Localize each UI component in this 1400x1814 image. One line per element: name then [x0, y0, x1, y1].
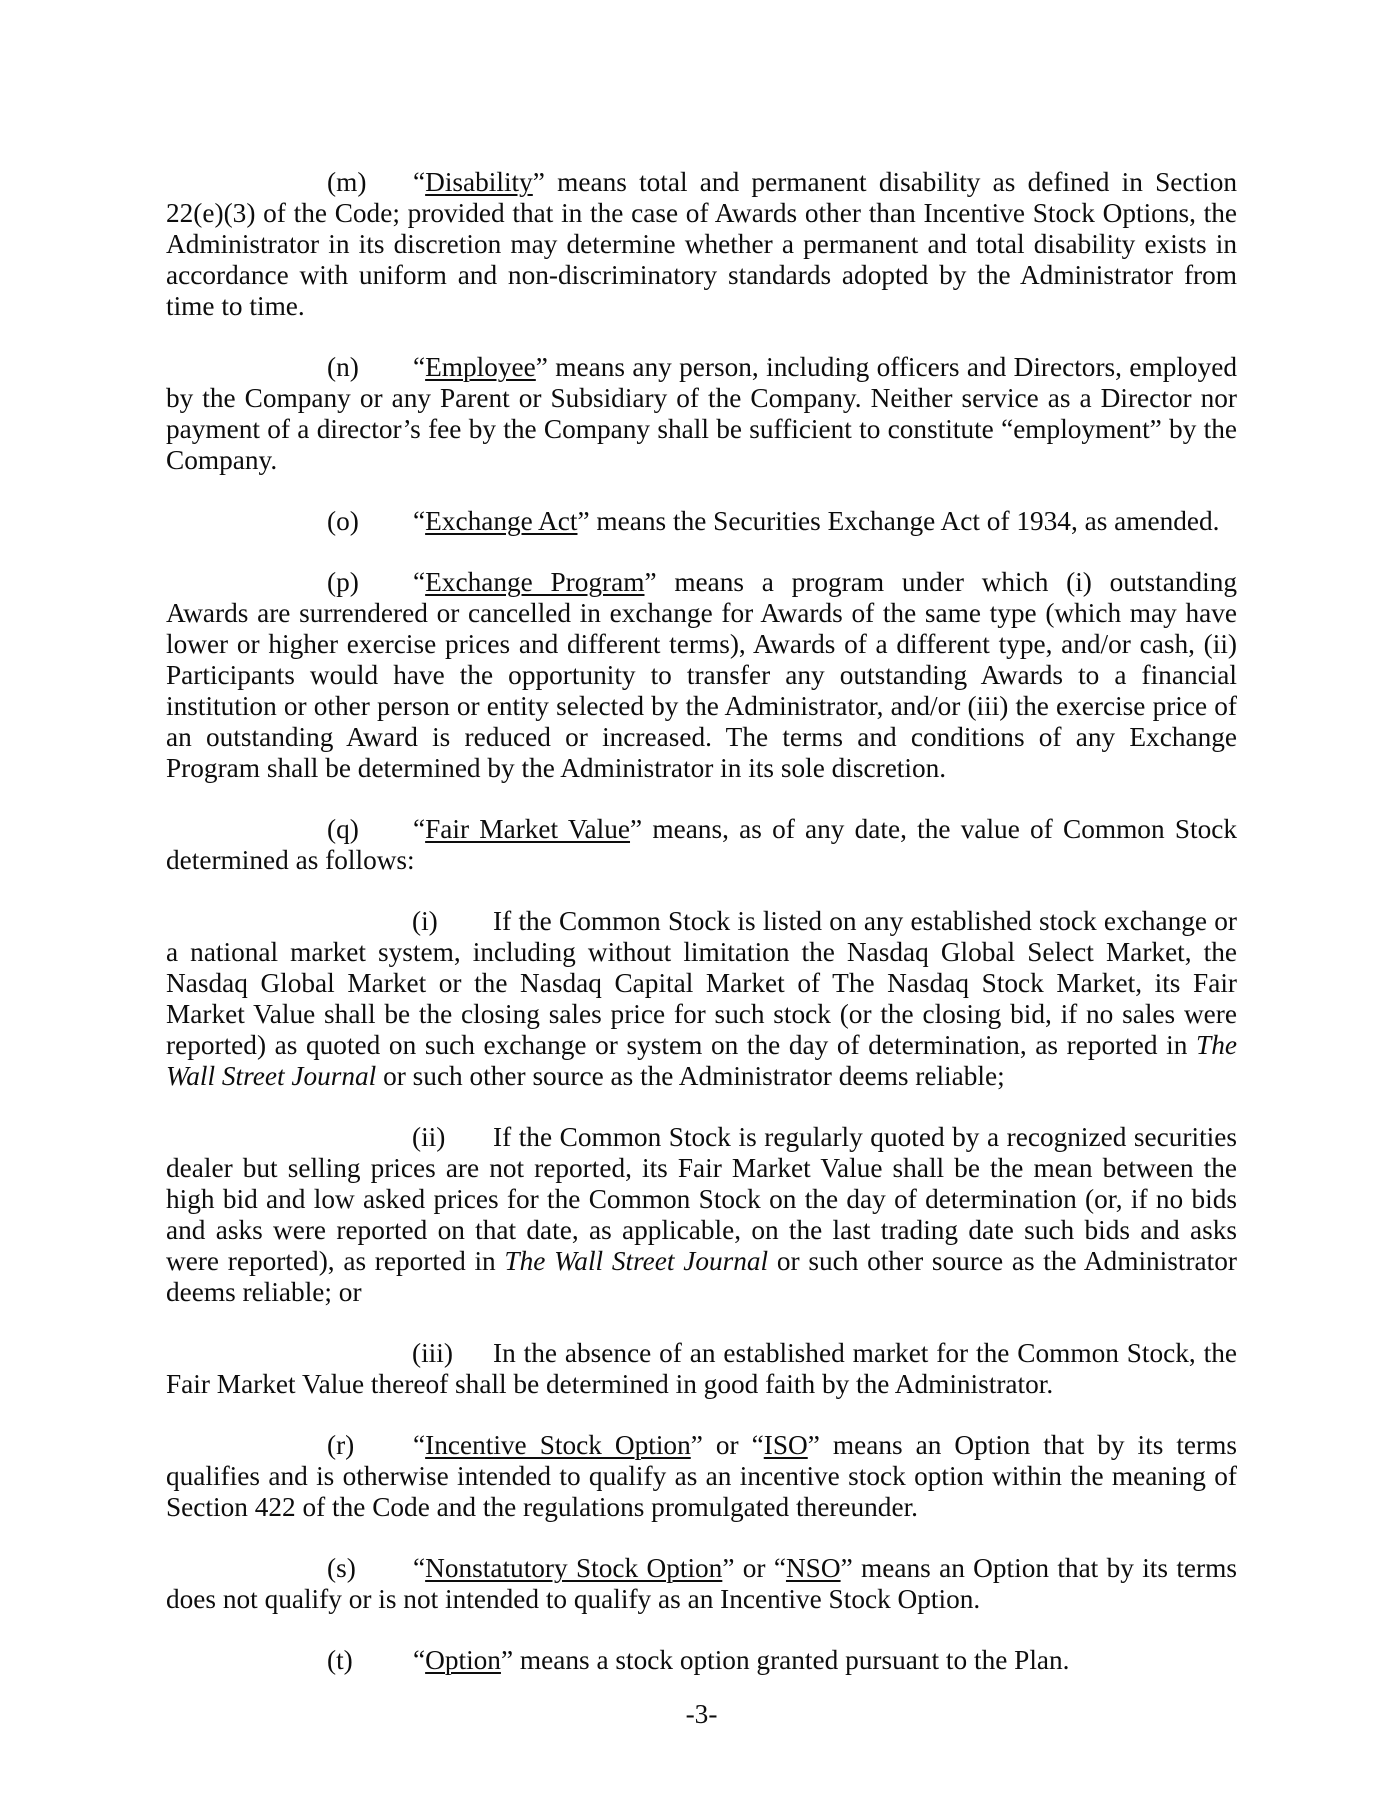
defined-term: Nonstatutory Stock Option [425, 1553, 723, 1583]
text-run: ” means an Option that by its terms does not qualify or is not intended to qualify as an Incentive Stock Option. [166, 1553, 1237, 1614]
text-run: ” means a program under which (i) outstanding Awards are surrendered or cancelled in exchange for Awards of the same type (which may have lower or higher exercise prices and different terms), Awards of a different type, and/or cash, (ii) Participants would have the opportunity to transfer any outstanding Awards to a financial institution or other person or entity selected by the Administrator, and/or (iii) the exercise price of an outstanding Award is reduced or increased. The terms and conditions of any Exchange Program shall be determined by the Administrator in its sole discretion. [166, 567, 1238, 783]
page-number: -3- [685, 1699, 718, 1729]
text-run: ” or “ [722, 1553, 786, 1583]
paragraph-n [166, 352, 1237, 476]
defined-term: Exchange Program [425, 567, 645, 597]
text-run: ” means an Option that by its terms qualifies and is otherwise intended to qualify as an incentive stock option within the meaning of Section 422 of the Code and the regulations promulgated thereunder. [166, 1430, 1237, 1522]
paragraph-label: (r) [327, 1430, 355, 1460]
text-run: “ [413, 506, 426, 536]
subparagraph-iii [166, 1338, 1237, 1400]
paragraph-label: (n) [327, 352, 359, 382]
paragraph-label: (t) [327, 1645, 353, 1675]
text-run: “ [413, 352, 426, 382]
paragraph-m [166, 167, 1237, 322]
paragraph-label: (p) [327, 567, 359, 597]
text-run: or such other source as the Administrator deems reliable; [376, 1061, 1005, 1091]
paragraph-r [166, 1430, 1237, 1523]
paragraph-label: (iii) [412, 1338, 453, 1368]
text-run: “ [413, 167, 426, 197]
paragraph-q [166, 814, 1237, 876]
defined-term: ISO [763, 1430, 808, 1460]
defined-term: Incentive Stock Option [425, 1430, 691, 1460]
paragraph-o [166, 506, 1237, 537]
publication-name: The Wall Street Journal [166, 1030, 1237, 1091]
text-run: If the Common Stock is listed on any established stock exchange or a national market system, including without limitation the Nasdaq Global Select Market, the Nasdaq Global Market or the Nasdaq Capital Market of The Nasdaq Stock Market, its Fair Market Value shall be the closing sales price for such stock (or the closing bid, if no sales were reported) as quoted on such exchange or system on the day of determination, as reported in [166, 906, 1237, 1060]
text-run: ” or “ [690, 1430, 764, 1460]
text-run: ” means the Securities Exchange Act of 1934, as amended. [577, 506, 1220, 536]
text-run: ” means total and permanent disability as defined in Section 22(e)(3) of the Code; provided that in the case of Awards other than Incentive Stock Options, the Administrator in its discretion may determine whether a permanent and total disability exists in accordance with uniform and non-discriminatory standards adopted by the Administrator from time to time. [166, 167, 1237, 321]
defined-term: Option [425, 1645, 501, 1675]
paragraph-t [166, 1645, 1237, 1676]
text-run: or such other source as the Administrator deems reliable; or [166, 1246, 1237, 1307]
paragraph-label: (s) [327, 1553, 356, 1583]
paragraph-p [166, 567, 1237, 784]
document-body [166, 167, 1237, 1706]
subparagraph-ii [166, 1122, 1237, 1308]
publication-name: The Wall Street Journal [504, 1246, 769, 1276]
paragraph-label: (q) [327, 814, 359, 844]
text-run: “ [413, 1645, 426, 1675]
paragraph-label: (ii) [412, 1122, 446, 1152]
defined-term: Disability [425, 167, 533, 197]
text-run: ” means a stock option granted pursuant to the Plan. [500, 1645, 1070, 1675]
defined-term: Exchange Act [425, 506, 578, 536]
subparagraph-i [166, 906, 1237, 1092]
paragraph-label: (m) [327, 167, 367, 197]
text-run: In the absence of an established market for the Common Stock, the Fair Market Value thereof shall be determined in good faith by the Administrator. [166, 1338, 1237, 1399]
text-run: ” means any person, including officers and Directors, employed by the Company or any Parent or Subsidiary of the Company. Neither service as a Director nor payment of a director’s fee by the Company shall be sufficient to constitute “employment” by the Company. [166, 352, 1237, 475]
text-run: “ [413, 567, 426, 597]
defined-term: Employee [425, 352, 536, 382]
text-run: “ [413, 1553, 426, 1583]
defined-term: NSO [785, 1553, 841, 1583]
text-run: “ [413, 814, 426, 844]
text-run: ” means, as of any date, the value of Common Stock determined as follows: [166, 814, 1237, 875]
defined-term: Fair Market Value [425, 814, 631, 844]
text-run: If the Common Stock is regularly quoted by a recognized securities dealer but selling prices are not reported, its Fair Market Value shall be the mean between the high bid and low asked prices for the Common Stock on the day of determination (or, if no bids and asks were reported on that date, as applicable, on the last trading date such bids and asks were reported), as reported in [166, 1122, 1237, 1276]
paragraph-label: (o) [327, 506, 359, 536]
paragraph-label: (i) [412, 906, 438, 936]
text-run: “ [413, 1430, 426, 1460]
paragraph-s [166, 1553, 1237, 1615]
